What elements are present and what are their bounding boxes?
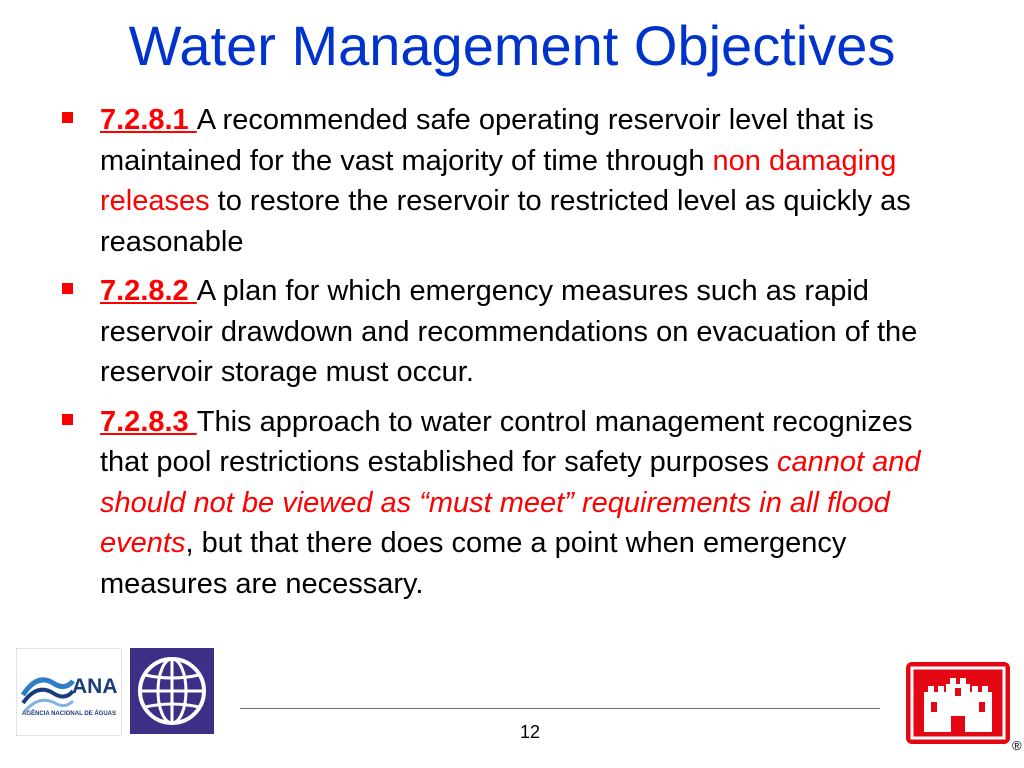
bullet-text: , but that there does come a point when emergency measures are necessary. [100,527,847,600]
section-code: 7.2.8.2 [100,275,197,307]
registered-mark: ® [1012,738,1022,753]
castle-icon [906,662,1010,744]
page-number: 12 [519,722,541,742]
footer-divider [240,708,880,709]
bullet-list [62,100,962,613]
bullet-item [62,402,962,605]
bullet-text: A plan for which emergency measures such as rapid reservoir drawdown and recommendations on evacuation of the reservoir storage must occur. [100,275,918,388]
bullet-marker-icon [62,283,73,294]
globe-icon [130,648,214,734]
section-code: 7.2.8.3 [100,405,197,438]
world-bank-logo [130,648,214,734]
ana-name: ANA [72,675,118,698]
bullet-item [62,271,962,393]
bullet-item [62,100,962,262]
bullet-text: to restore the reservoir to restricted level as quickly as reasonable [100,185,911,258]
ana-subtitle: AGÊNCIA NACIONAL DE ÁGUAS [21,711,116,717]
bullet-text: This approach to water control management recognizes that pool restrictions established for safety purposes [100,405,913,478]
bullet-highlight: cannot and should not be viewed as “must meet” requirements in all flood events [100,446,921,559]
bullet-highlight: non damaging releases [100,144,897,217]
usace-logo [906,662,1010,744]
bullet-marker-icon [62,112,73,123]
section-code: 7.2.8.1 [100,104,197,136]
slide-title: Water Management Objectives [128,14,896,77]
bullet-marker-icon [62,414,73,425]
ana-logo [16,648,122,736]
bullet-text: A recommended safe operating reservoir level that is maintained for the vast majority of time through [100,104,874,177]
